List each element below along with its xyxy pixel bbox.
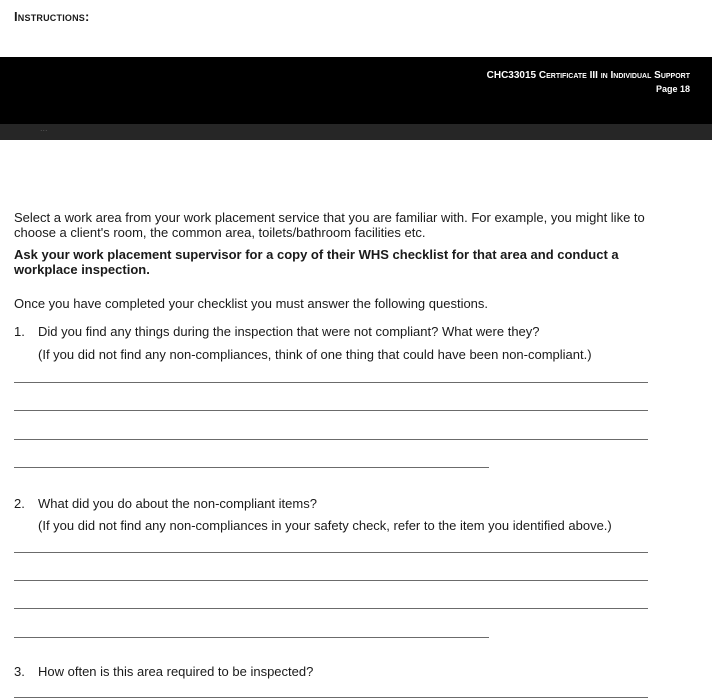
answer-line[interactable] [14,608,648,609]
answer-line[interactable] [14,410,648,411]
answer-line[interactable] [14,439,648,440]
question-1-text: Did you find any things during the inspection that were not compliant? What were they? [38,324,540,339]
question-2-note: (If you did not find any non-compliances in your safety check, refer to the item you identified above.) [38,518,612,533]
question-2-number: 2. [14,496,25,511]
intro-instruction-bold: Ask your work placement supervisor for a copy of their WHS checklist for that area and conduct a workplace inspection. [14,247,619,277]
answer-line[interactable] [14,580,648,581]
question-2-text: What did you do about the non-compliant items? [38,496,317,511]
answer-line[interactable] [14,637,489,638]
intro-follow-up: Once you have completed your checklist you must answer the following questions. [14,296,489,311]
intro-paragraph: Select a work area from your work placement service that you are familiar with. For example, you might like to choose a client's room, the common area, toilets/bathroom facilities etc. [14,210,645,240]
question-3-text: How often is this area required to be inspected? [38,664,314,679]
document-header-band [0,57,712,124]
answer-line[interactable] [14,697,648,698]
course-title: CHC33015 Certificate III in Individual Support [486,70,690,81]
page-number: Page 18 [655,84,690,94]
question-3-number: 3. [14,664,25,679]
answer-line[interactable] [14,552,648,553]
answer-line[interactable] [14,467,489,468]
header-bottom-strip [0,124,712,140]
answer-line[interactable] [14,382,648,383]
question-1-note: (If you did not find any non-compliances, think of one thing that could have been non-compliant.) [38,347,592,362]
strip-mark: ... [40,123,48,133]
question-1-number: 1. [14,324,25,339]
page-heading: Instructions: [14,9,90,24]
